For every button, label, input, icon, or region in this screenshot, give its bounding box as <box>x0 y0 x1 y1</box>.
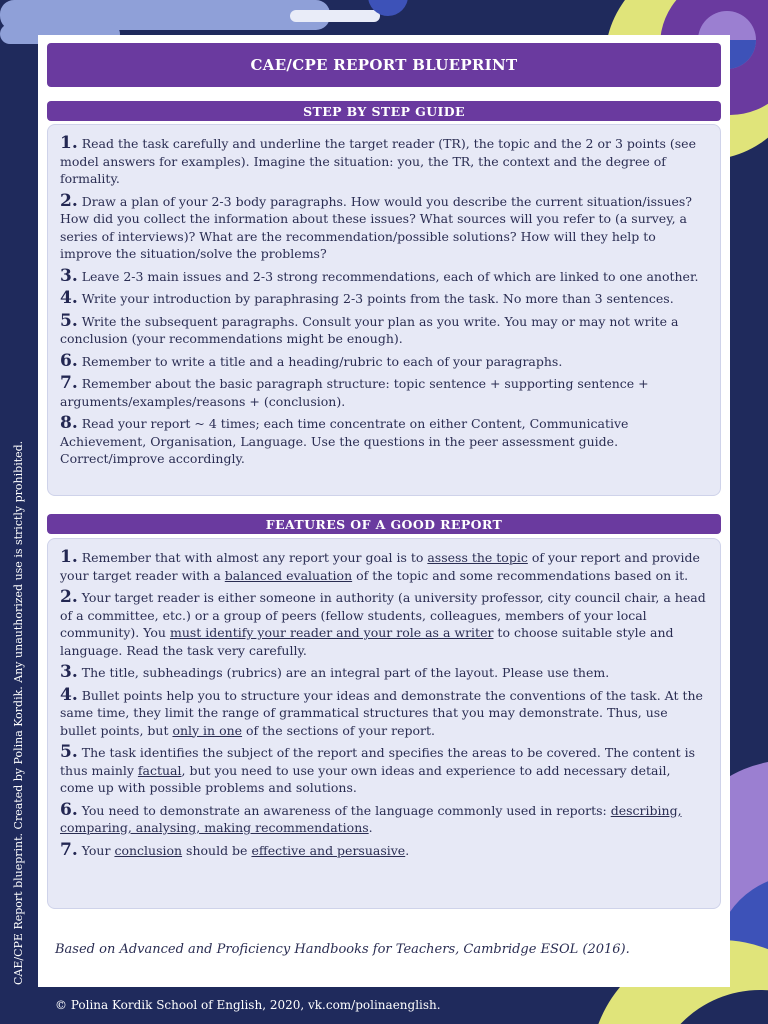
item-number: 3. <box>60 662 78 682</box>
section-heading-step-guide: STEP BY STEP GUIDE <box>47 101 721 121</box>
list-item <box>60 350 708 371</box>
list-item <box>60 190 708 263</box>
underlined-phrase: describing, comparing, analysing, making recommendations <box>60 802 682 835</box>
item-text: Write the subsequent paragraphs. Consult your plan as you write. You may or may not write a conclusion (your recommendations might be enough). <box>60 313 679 346</box>
item-text: Remember that with almost any report your goal is to <box>81 550 428 565</box>
item-number: 5. <box>60 742 78 762</box>
list-item <box>60 664 708 682</box>
underlined-phrase: only in one <box>172 722 243 738</box>
underlined-phrase: assess the topic <box>427 550 528 565</box>
underlined-phrase: conclusion <box>114 842 183 858</box>
list-item <box>60 310 708 348</box>
item-number: 1. <box>60 133 78 153</box>
list-item <box>60 549 708 584</box>
item-number: 6. <box>60 799 78 820</box>
list-item <box>60 290 708 308</box>
item-text: The title, subheadings (rubrics) are an integral part of the layout. Please use them. <box>81 665 610 680</box>
item-text: Bullet points help you to structure your ideas and demonstrate the conventions of the task. At the same time, they limit the range of grammatical structures that you may demonstrate. Thus, use bullet points, but <box>60 687 703 738</box>
item-text: Remember about the basic paragraph structure: topic sentence + supporting sentence + arguments/examples/reasons + (conclusion). <box>60 376 649 409</box>
list-item <box>60 265 708 286</box>
underlined-phrase: factual <box>137 762 182 778</box>
item-number: 4. <box>60 288 78 308</box>
underlined-phrase: balanced evaluation <box>224 567 353 583</box>
item-text: , but you need to use your own ideas and experience to add necessary detail, come up with possible problems and solutions. <box>60 762 671 795</box>
list-item <box>60 744 708 797</box>
list-item <box>60 684 708 740</box>
item-number: 8. <box>60 413 78 433</box>
item-text: Your target reader is either someone in authority (a university professor, city council chair, a head of a committee, etc.) or a group of peers (fellow students, colleagues, members of your local community). You <box>60 590 706 640</box>
step-guide-panel <box>47 124 721 496</box>
copyright-side-note: CAE/CPE Report blueprint. Created by Polina Kordik. Any unauthorized use is strictly prohibited. <box>12 440 25 985</box>
item-text: to choose suitable style and language. Read the task very carefully. <box>60 625 674 658</box>
section-heading-features: FEATURES OF A GOOD REPORT <box>47 514 721 534</box>
item-text: The task identifies the subject of the report and specifies the areas to be covered. The content is thus mainly <box>60 745 696 778</box>
item-text: of the topic and some recommendations based on it. <box>352 567 689 583</box>
list-item <box>60 839 708 860</box>
item-text: Read your report ~ 4 times; each time concentrate on either Content, Communicative Achievement, Organisation, Language. Use the questions in the peer assessment guide. Correct/improve accordingly. <box>60 416 629 466</box>
item-number: 7. <box>60 373 78 393</box>
list-item <box>60 375 708 410</box>
item-number: 2. <box>60 190 78 211</box>
features-panel <box>47 538 721 909</box>
footer-copyright: © Polina Kordik School of English, 2020, vk.com/polinaenglish. <box>55 998 441 1012</box>
item-number: 2. <box>60 587 78 607</box>
item-text: of your report and provide your target reader with a <box>60 550 700 583</box>
item-text: . <box>368 820 373 835</box>
underlined-phrase: effective and persuasive <box>251 842 406 858</box>
list-item <box>60 589 708 659</box>
item-number: 7. <box>60 839 78 860</box>
page-title: CAE/CPE REPORT BLUEPRINT <box>47 43 721 87</box>
item-text: Write your introduction by paraphrasing 2-3 points from the task. No more than 3 sentences. <box>81 291 674 306</box>
item-text: of the sections of your report. <box>242 722 435 738</box>
item-number: 1. <box>60 547 78 567</box>
list-item <box>60 135 708 188</box>
item-text: Your <box>81 842 115 858</box>
source-credit: Based on Advanced and Proficiency Handbooks for Teachers, Cambridge ESOL (2016). <box>55 942 630 957</box>
item-text: should be <box>182 842 252 858</box>
underlined-phrase: must identify your reader and your role as a writer <box>169 625 494 640</box>
list-item <box>60 415 708 468</box>
item-number: 3. <box>60 265 78 286</box>
item-text: . <box>405 842 410 858</box>
item-text: Read the task carefully and underline the target reader (TR), the topic and the 2 or 3 points (see model answers for examples). Imagine the situation: you, the TR, the context and the degree of formality. <box>60 136 696 186</box>
item-text: Remember to write a title and a heading/rubric to each of your paragraphs. <box>81 353 563 369</box>
list-item <box>60 799 708 837</box>
item-text: Draw a plan of your 2-3 body paragraphs. How would you describe the current situation/issues?How did you collect the information about these issues? What sources will you refer to (a survey, a series of interviews)? What are the recommendation/possible solutions? How will they help to improve the situation/solve the problems? <box>60 193 693 261</box>
item-number: 6. <box>60 350 78 371</box>
item-number: 4. <box>60 684 78 705</box>
item-text: You need to demonstrate an awareness of the language commonly used in reports: <box>81 802 611 818</box>
item-number: 5. <box>60 310 78 331</box>
item-text: Leave 2-3 main issues and 2-3 strong recommendations, each of which are linked to one another. <box>81 268 699 284</box>
